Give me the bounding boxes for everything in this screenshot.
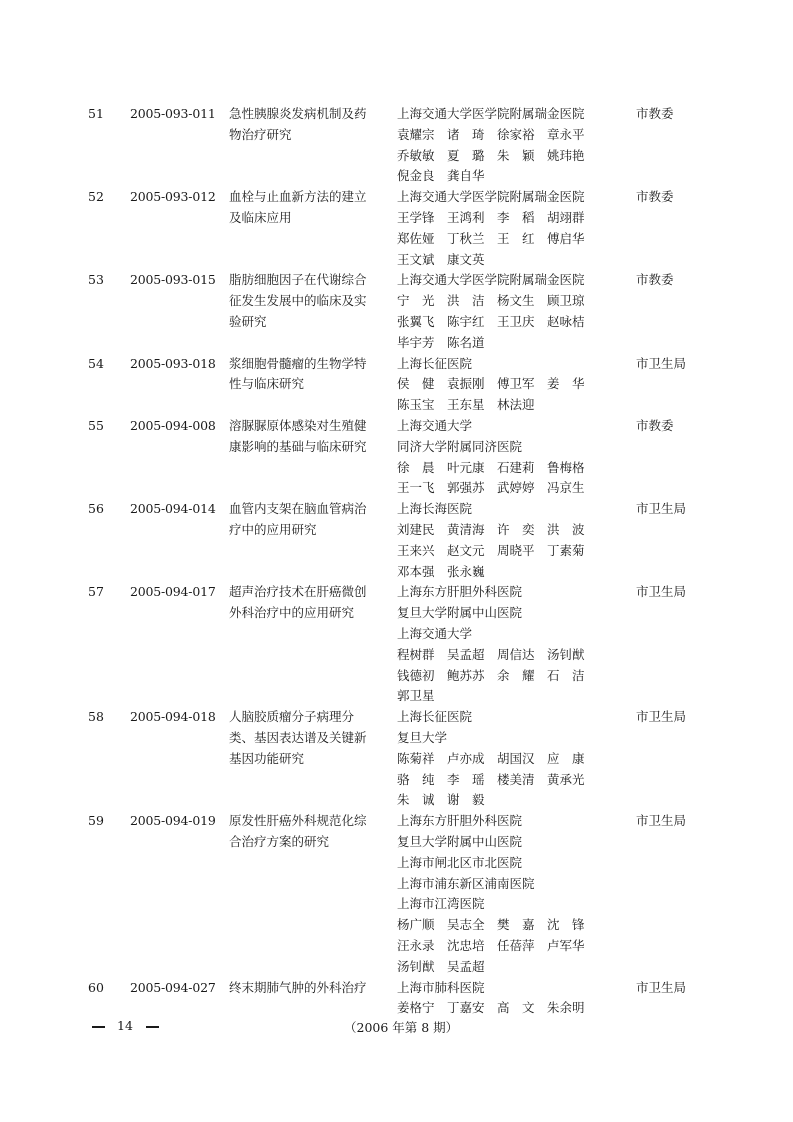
- page-number: 14: [117, 1018, 133, 1033]
- units-and-people: [397, 416, 627, 499]
- units-people-line: 陈菊祥 卢亦成 胡国汉 应 康: [397, 750, 585, 766]
- units-people-line: 上海长征医院: [397, 709, 473, 725]
- units-people-line: 王来兴 赵文元 周晓平 丁素菊: [397, 542, 585, 558]
- issue-label: （2006 年第 8 期）: [344, 1020, 459, 1035]
- row-number: 52: [88, 189, 104, 205]
- project-title-line: 浆细胞骨髓瘤的生物学特: [229, 355, 367, 371]
- units-people-line: 上海交通大学医学院附属瑞金医院: [397, 106, 585, 121]
- units-and-people: [397, 499, 627, 582]
- project-title-line: 终末期肺气肿的外科治疗: [229, 979, 367, 995]
- units-and-people: [397, 582, 627, 707]
- project-title-line: 溶脲脲原体感染对生殖健: [229, 418, 367, 433]
- units-people-line: 汤钊猷 吴孟超: [397, 958, 485, 974]
- project-title-line: 脂肪细胞因子在代谢综合: [229, 272, 367, 288]
- project-title-line: 血栓与止血新方法的建立: [229, 189, 367, 205]
- units-people-line: 朱 诚 谢 毅: [397, 792, 485, 808]
- units-people-line: 袁耀宗 诸 琦 徐家裕 章永平: [397, 126, 585, 142]
- units-people-line: 上海市肺科医院: [397, 979, 485, 995]
- row-number: 59: [88, 813, 104, 829]
- project-title: [229, 354, 387, 396]
- units-and-people: [397, 707, 627, 811]
- row-number: 55: [88, 418, 104, 433]
- project-code: 2005-094-019: [130, 813, 216, 829]
- units-people-line: 上海市江湾医院: [397, 896, 485, 912]
- recommending-dept: 市卫生局: [636, 813, 687, 829]
- units-and-people: [397, 978, 627, 1020]
- recommending-dept: 市卫生局: [636, 501, 687, 517]
- recommending-dept: 市卫生局: [636, 584, 687, 600]
- units-people-line: 宁 光 洪 洁 杨文生 顾卫琼: [397, 293, 585, 309]
- project-title-line: 康影响的基础与临床研究: [229, 438, 367, 454]
- units-people-line: 刘建民 黄清海 许 奕 洪 波: [397, 521, 585, 537]
- row-number: 58: [88, 709, 104, 725]
- project-title-line: 超声治疗技术在肝癌微创: [229, 584, 367, 600]
- footer-dash-right: [146, 1026, 159, 1028]
- units-and-people: [397, 270, 627, 353]
- project-code: 2005-093-018: [130, 355, 216, 371]
- units-people-line: 上海东方肝胆外科医院: [397, 813, 523, 829]
- units-and-people: [397, 187, 627, 270]
- units-people-line: 同济大学附属同济医院: [397, 438, 523, 454]
- units-people-line: 乔敏敏 夏 璐 朱 颖 姚玮艳: [397, 147, 585, 163]
- project-title-line: 血管内支架在脑血管病治: [229, 501, 367, 517]
- units-people-line: 郑佐娅 丁秋兰 王 红 傅启华: [397, 230, 585, 246]
- recommending-dept: 市卫生局: [636, 709, 687, 725]
- project-title-line: 验研究: [229, 313, 267, 329]
- project-title-line: 物治疗研究: [229, 126, 292, 142]
- units-people-line: 复旦大学: [397, 729, 448, 745]
- units-people-line: 张翼飞 陈宇红 王卫庆 赵咏桔: [397, 313, 585, 329]
- units-people-line: 姜格宁 丁嘉安 高 文 朱余明: [397, 1000, 585, 1016]
- row-number: 54: [88, 355, 104, 371]
- project-title: [229, 270, 387, 332]
- units-people-line: 邓本强 张永巍: [397, 563, 485, 579]
- row-number: 60: [88, 979, 104, 995]
- row-number: 51: [88, 106, 104, 121]
- units-people-line: 汪永录 沈忠培 任蓓萍 卢军华: [397, 937, 585, 953]
- units-people-line: 王一飞 郭强苏 武婷婷 冯京生: [397, 480, 585, 496]
- units-and-people: [397, 354, 627, 416]
- project-title-line: 类、基因表达谱及关键新: [229, 729, 367, 745]
- units-people-line: 上海交通大学医学院附属瑞金医院: [397, 272, 585, 288]
- project-title-line: 征发生发展中的临床及实: [229, 293, 367, 309]
- project-code: 2005-093-015: [130, 272, 216, 288]
- units-people-line: 上海市浦东新区浦南医院: [397, 875, 535, 891]
- units-people-line: 陈玉宝 王东星 林法迎: [397, 397, 535, 413]
- units-people-line: 郭卫星: [397, 688, 435, 704]
- project-code: 2005-094-018: [130, 709, 216, 725]
- project-title-line: 急性胰腺炎发病机制及药: [229, 106, 367, 121]
- row-number: 57: [88, 584, 104, 600]
- units-people-line: 王文斌 康文英: [397, 251, 485, 267]
- project-title-line: 疗中的应用研究: [229, 521, 317, 537]
- units-and-people: [397, 104, 627, 187]
- units-people-line: 倪金良 龚自华: [397, 168, 485, 184]
- project-code: 2005-093-012: [130, 189, 216, 205]
- project-title-line: 原发性肝癌外科规范化综: [229, 813, 367, 829]
- project-title-line: 性与临床研究: [229, 376, 305, 392]
- project-title-line: 人脑胶质瘤分子病理分: [229, 709, 355, 725]
- units-people-line: 杨广顺 吴志全 樊 嘉 沈 锋: [397, 917, 585, 933]
- units-people-line: 上海交通大学医学院附属瑞金医院: [397, 189, 585, 205]
- units-people-line: 侯 健 袁振刚 傅卫军 姜 华: [397, 376, 585, 392]
- project-title: [229, 707, 387, 769]
- project-title: [229, 104, 387, 146]
- units-people-line: 程树群 吴孟超 周信达 汤钊猷: [397, 646, 585, 662]
- units-people-line: 上海交通大学: [397, 418, 473, 433]
- units-people-line: 徐 晨 叶元康 石建莉 鲁梅格: [397, 459, 585, 475]
- project-title: [229, 978, 387, 999]
- project-title: [229, 187, 387, 229]
- project-title-line: 合治疗方案的研究: [229, 833, 330, 849]
- project-title-line: 基因功能研究: [229, 750, 305, 766]
- project-code: 2005-094-027: [130, 979, 216, 995]
- units-people-line: 上海长征医院: [397, 355, 473, 371]
- units-people-line: 复旦大学附属中山医院: [397, 605, 523, 621]
- project-title: [229, 499, 387, 541]
- recommending-dept: 市教委: [636, 106, 674, 121]
- project-title-line: 及临床应用: [229, 209, 292, 225]
- project-code: 2005-094-017: [130, 584, 216, 600]
- units-and-people: [397, 811, 627, 977]
- project-code: 2005-093-011: [130, 106, 216, 121]
- footer-dash-left: [92, 1026, 105, 1028]
- recommending-dept: 市卫生局: [636, 355, 687, 371]
- project-code: 2005-094-008: [130, 418, 216, 433]
- project-title: [229, 811, 387, 853]
- recommending-dept: 市教委: [636, 418, 674, 433]
- units-people-line: 上海市闸北区市北医院: [397, 854, 523, 870]
- page-footer: [0, 1016, 793, 1038]
- recommending-dept: 市卫生局: [636, 979, 687, 995]
- units-people-line: 骆 纯 李 瑶 楼美清 黄承光: [397, 771, 585, 787]
- project-title: [229, 416, 387, 458]
- recommending-dept: 市教委: [636, 189, 674, 205]
- project-title-line: 外科治疗中的应用研究: [229, 605, 355, 621]
- units-people-line: 上海长海医院: [397, 501, 473, 517]
- project-title: [229, 582, 387, 624]
- units-people-line: 上海交通大学: [397, 625, 473, 641]
- row-number: 53: [88, 272, 104, 288]
- units-people-line: 复旦大学附属中山医院: [397, 833, 523, 849]
- project-code: 2005-094-014: [130, 501, 216, 517]
- units-people-line: 上海东方肝胆外科医院: [397, 584, 523, 600]
- units-people-line: 王学锋 王鸿利 李 稻 胡翊群: [397, 209, 585, 225]
- units-people-line: 钱德初 鲍苏苏 余 耀 石 洁: [397, 667, 585, 683]
- units-people-line: 毕宇芳 陈名道: [397, 334, 485, 350]
- recommending-dept: 市教委: [636, 272, 674, 288]
- row-number: 56: [88, 501, 104, 517]
